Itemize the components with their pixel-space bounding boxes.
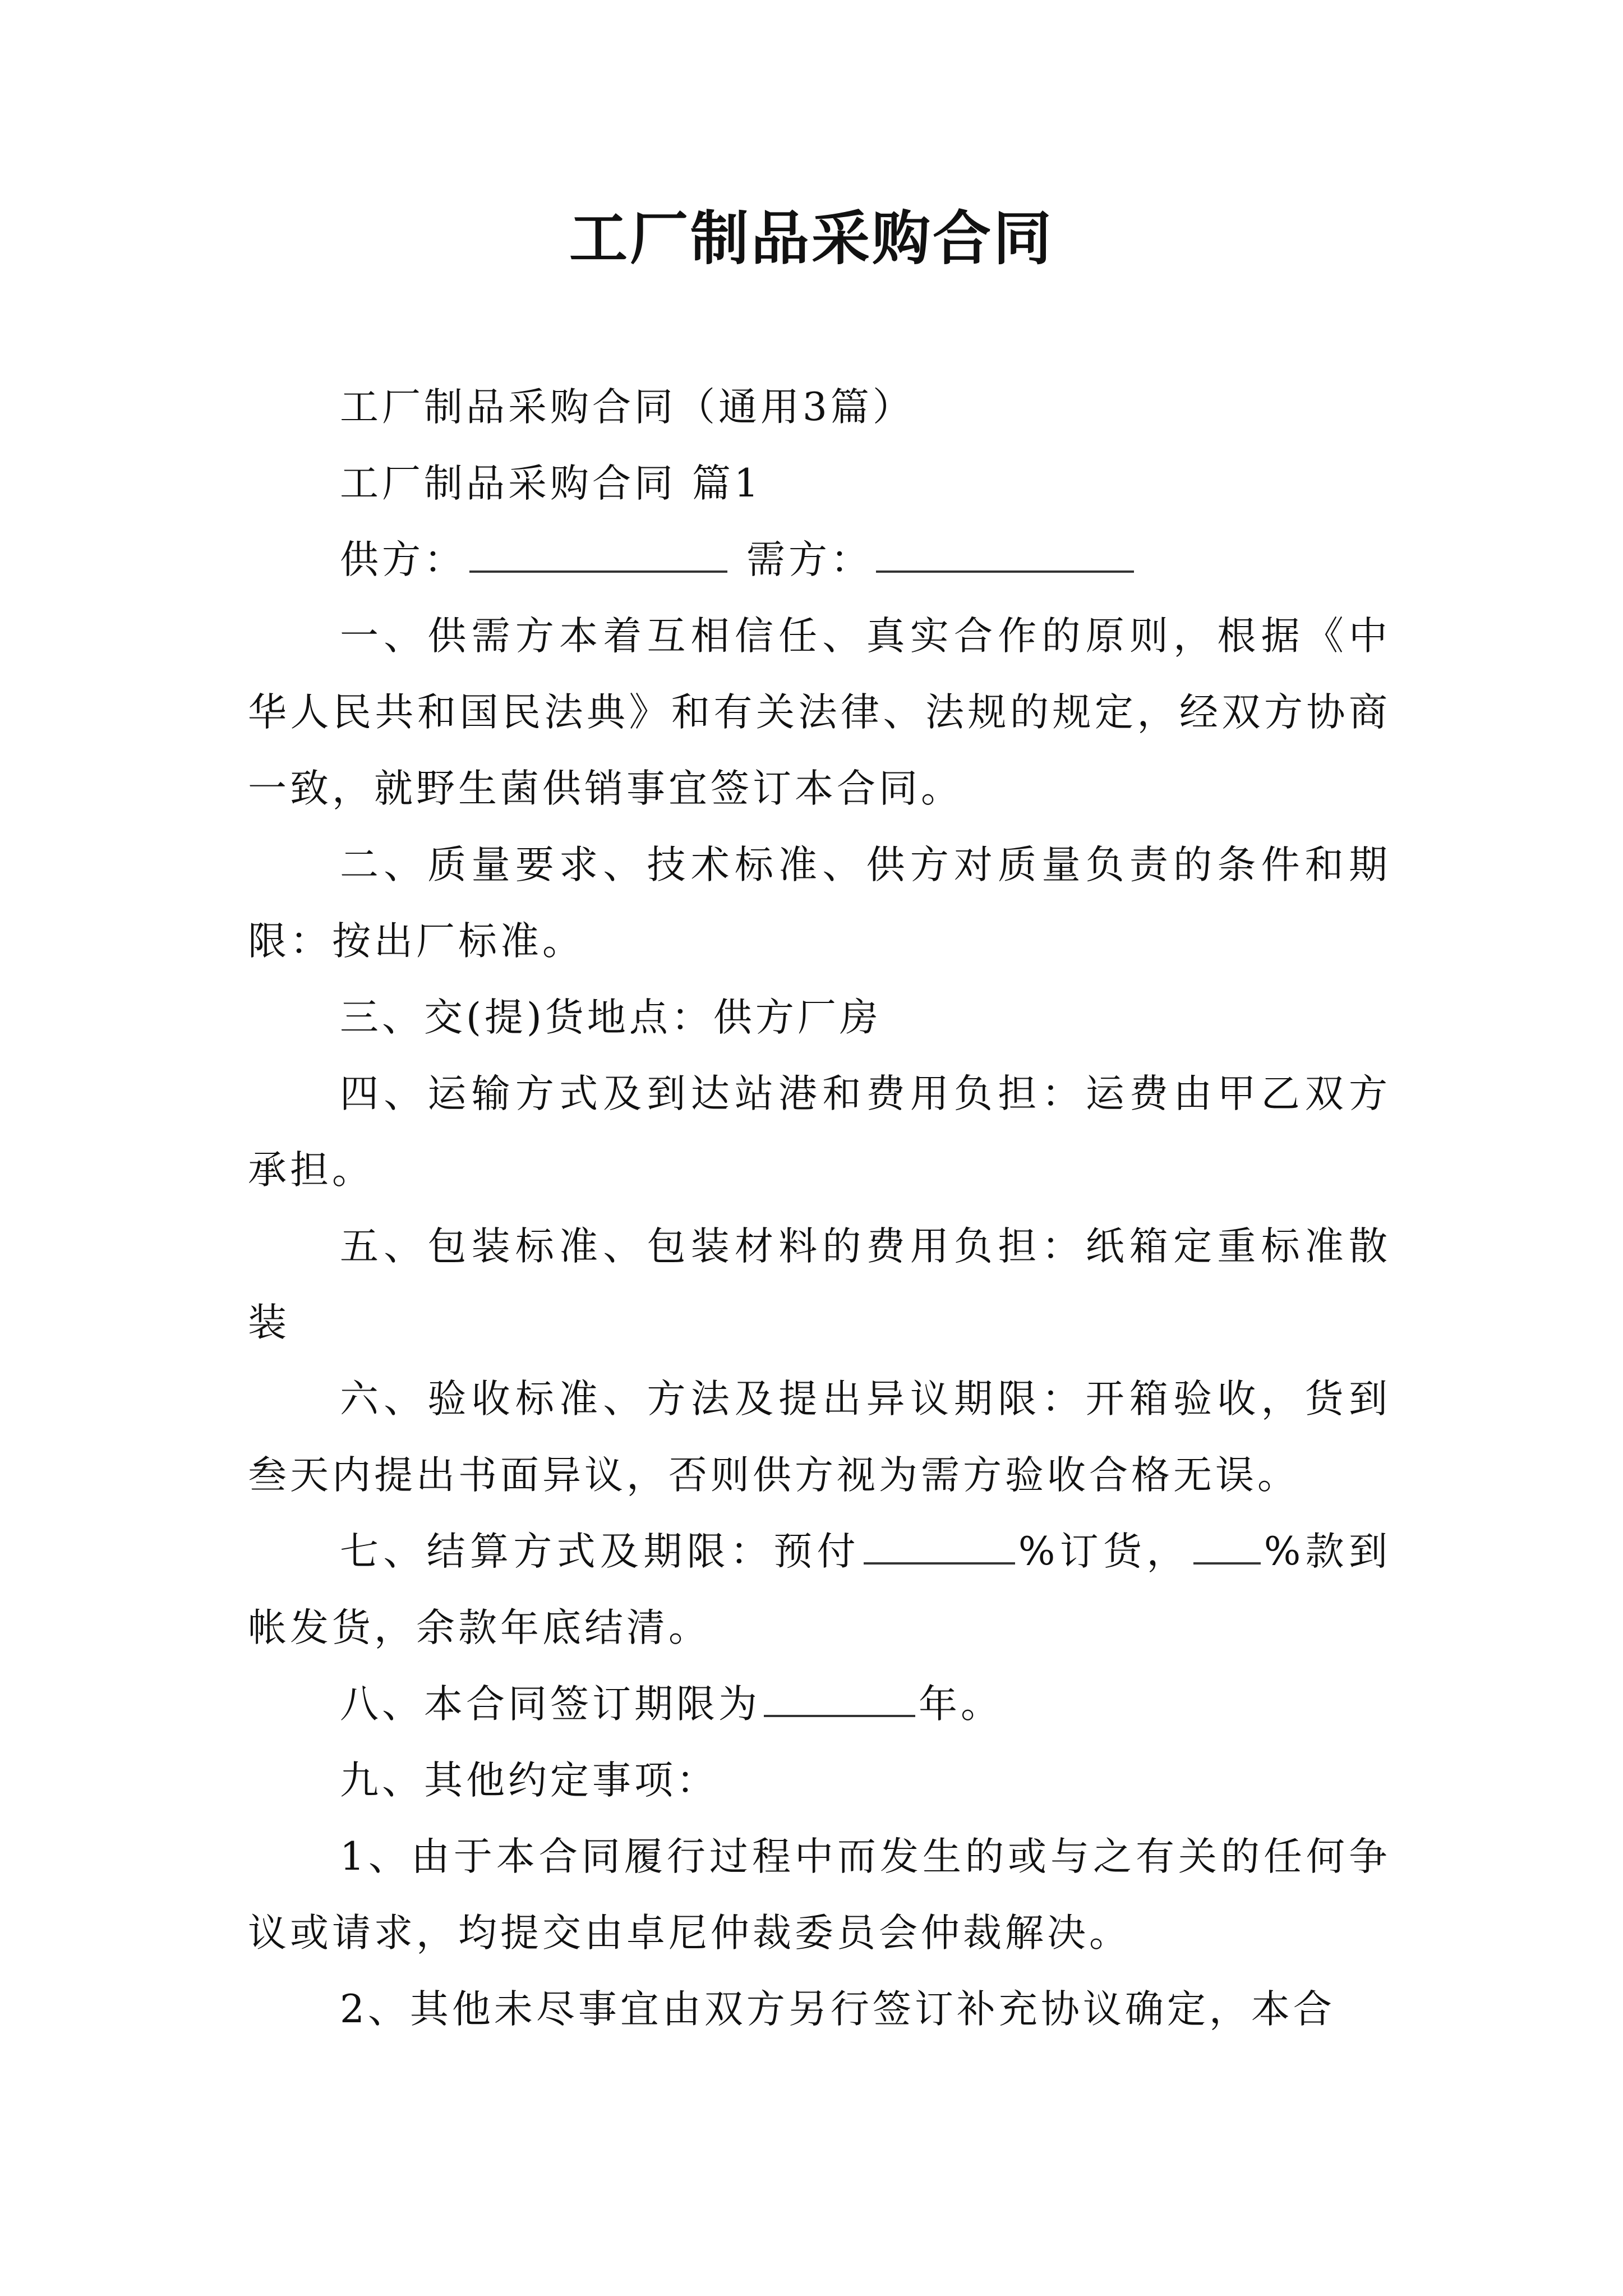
clause-7: [248, 1513, 1391, 1666]
prepay-percent-blank: [864, 1523, 1015, 1565]
payment-percent-blank: [1193, 1523, 1261, 1565]
parties-line: [248, 522, 1391, 598]
clause-1: 一、供需方本着互相信任、真实合作的原则，根据《中华人民共和国民法典》和有关法律、法规的规定，经双方协商一致，就野生菌供销事宜签订本合同。: [248, 614, 1391, 811]
clause-8: [248, 1666, 1391, 1742]
clause-2: 二、质量要求、技术标准、供方对质量负责的条件和期限：按出厂标准。: [248, 843, 1391, 964]
document-subtitle: 工厂制品采购合同（通用3篇）: [340, 385, 915, 430]
supplier-label: 供方：: [340, 537, 466, 582]
buyer-blank: [876, 531, 1134, 573]
clause-7-text-c: %款到帐发货，余款年底结清。: [248, 1529, 1391, 1650]
clause-5: 五、包装标准、包装材料的费用负担：纸箱定重标准散装: [248, 1224, 1391, 1345]
clause-7-text-b: %订货，: [1018, 1529, 1190, 1574]
clause-8-text-b: 年。: [919, 1682, 1003, 1727]
supplier-blank: [469, 531, 727, 573]
clause-9-item-1: 1、由于本合同履行过程中而发生的或与之有关的任何争议或请求，均提交由卓尼仲裁委员会仲裁解决。: [248, 1834, 1391, 1955]
clause-7-text-a: 七、结算方式及期限：预付: [340, 1529, 860, 1574]
section-heading: 工厂制品采购合同 篇1: [340, 461, 762, 506]
term-years-blank: [764, 1676, 915, 1717]
document-body: [248, 369, 1391, 2047]
clause-8-text-a: 八、本合同签订期限为: [340, 1682, 760, 1727]
clause-9-item-2: 2、其他未尽事宜由双方另行签订补充协议确定，本合: [340, 1987, 1335, 2032]
clause-4: 四、运输方式及到达站港和费用负担：运费由甲乙双方承担。: [248, 1071, 1391, 1193]
clause-6: 六、验收标准、方法及提出异议期限：开箱验收，货到叁天内提出书面异议，否则供方视为需方验收合格无误。: [248, 1377, 1391, 1498]
buyer-label: 需方：: [746, 537, 873, 582]
clause-9: 九、其他约定事项：: [340, 1758, 718, 1803]
document-title: 工厂制品采购合同: [569, 204, 1054, 273]
clause-3: 三、交(提)货地点：供方厂房: [340, 995, 882, 1040]
